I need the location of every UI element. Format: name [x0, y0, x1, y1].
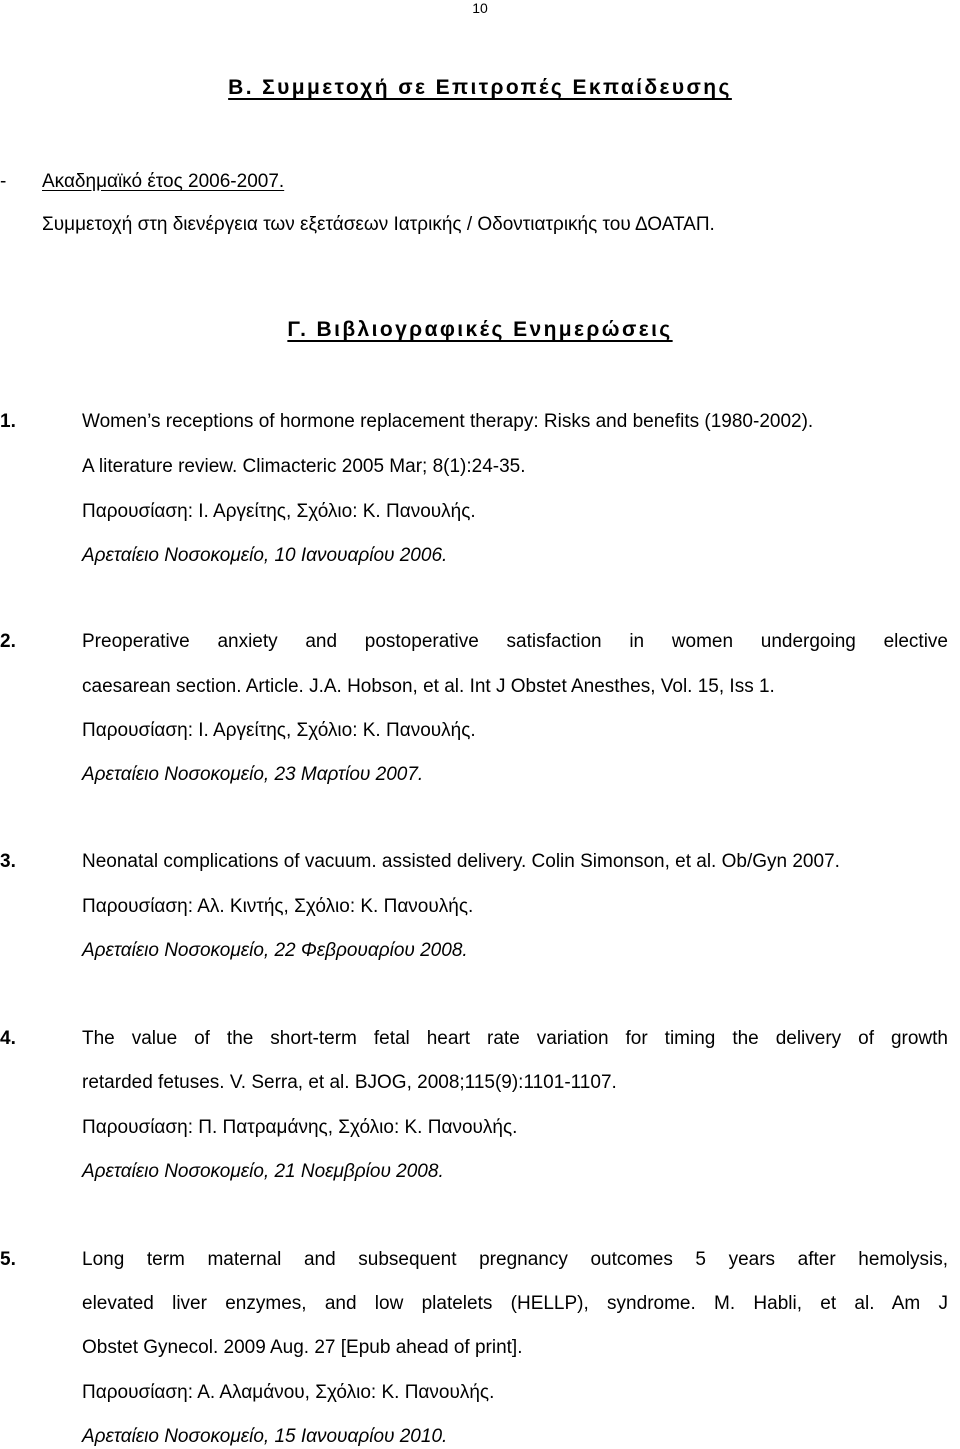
item-citation-line: Women’s receptions of hormone replacement therapy: Risks and benefits (1980-2002). — [82, 411, 814, 432]
item-citation-line: Neonatal complications of vacuum. assisted delivery. Colin Simonson, et al. Ob/Gyn 2007. — [82, 851, 840, 872]
item-presentation: Παρουσίαση: Ι. Αργείτης, Σχόλιο: Κ. Πανουλής. — [82, 720, 476, 741]
item-number: 2. — [0, 631, 16, 652]
item-citation-line: The value of the short-term fetal heart rate variation for timing the delivery of growth — [82, 1028, 948, 1049]
item-citation-line: Long term maternal and subsequent pregnancy outcomes 5 years after hemolysis, — [82, 1249, 948, 1270]
item-citation-line: elevated liver enzymes, and low platelets (HELLP), syndrome. M. Habli, et al. Am J — [82, 1293, 948, 1314]
item-presentation: Παρουσίαση: Α. Αλαμάνου, Σχόλιο: Κ. Πανουλής. — [82, 1382, 495, 1403]
item-number: 4. — [0, 1028, 16, 1049]
item-number: 3. — [0, 851, 16, 872]
item-number: 1. — [0, 411, 16, 432]
item-venue: Αρεταίειο Νοσοκομείο, 15 Ιανουαρίου 2010. — [82, 1426, 448, 1447]
item-citation-line: caesarean section. Article. J.A. Hobson, et al. Int J Obstet Anesthes, Vol. 15, Iss 1. — [82, 676, 775, 697]
item-citation-line: Preoperative anxiety and postoperative satisfaction in women undergoing elective — [82, 631, 948, 652]
section-c-title: Γ. Βιβλιογραφικές Ενημερώσεις — [287, 318, 673, 341]
item-presentation: Παρουσίαση: Π. Πατραμάνης, Σχόλιο: Κ. Πανουλής. — [82, 1117, 518, 1138]
item-venue: Αρεταίειο Νοσοκομείο, 22 Φεβρουαρίου 2008. — [82, 940, 468, 961]
item-venue: Αρεταίειο Νοσοκομείο, 23 Μαρτίου 2007. — [82, 764, 424, 785]
item-citation-line: Obstet Gynecol. 2009 Aug. 27 [Epub ahead of print]. — [82, 1337, 523, 1358]
list-dash: - — [0, 171, 7, 192]
item-citation-line: A literature review. Climacteric 2005 Mar; 8(1):24-35. — [82, 456, 526, 477]
item-presentation: Παρουσίαση: Ι. Αργείτης, Σχόλιο: Κ. Πανουλής. — [82, 501, 476, 522]
item-venue: Αρεταίειο Νοσοκομείο, 10 Ιανουαρίου 2006. — [82, 545, 448, 566]
committee-description: Συμμετοχή στη διενέργεια των εξετάσεων Ιατρικής / Οδοντιατρικής του ΔΟΑΤΑΠ. — [42, 214, 715, 235]
item-venue: Αρεταίειο Νοσοκομείο, 21 Νοεμβρίου 2008. — [82, 1161, 444, 1182]
item-citation-line: retarded fetuses. V. Serra, et al. BJOG, 2008;115(9):1101-1107. — [82, 1072, 617, 1093]
academic-year: Ακαδημαϊκό έτος 2006-2007. — [42, 171, 285, 192]
item-number: 5. — [0, 1249, 16, 1270]
section-b-title: Β. Συμμετοχή σε Επιτροπές Εκπαίδευσης — [228, 76, 732, 99]
page-number: 10 — [472, 0, 488, 16]
item-presentation: Παρουσίαση: Αλ. Κιντής, Σχόλιο: Κ. Πανουλής. — [82, 896, 474, 917]
